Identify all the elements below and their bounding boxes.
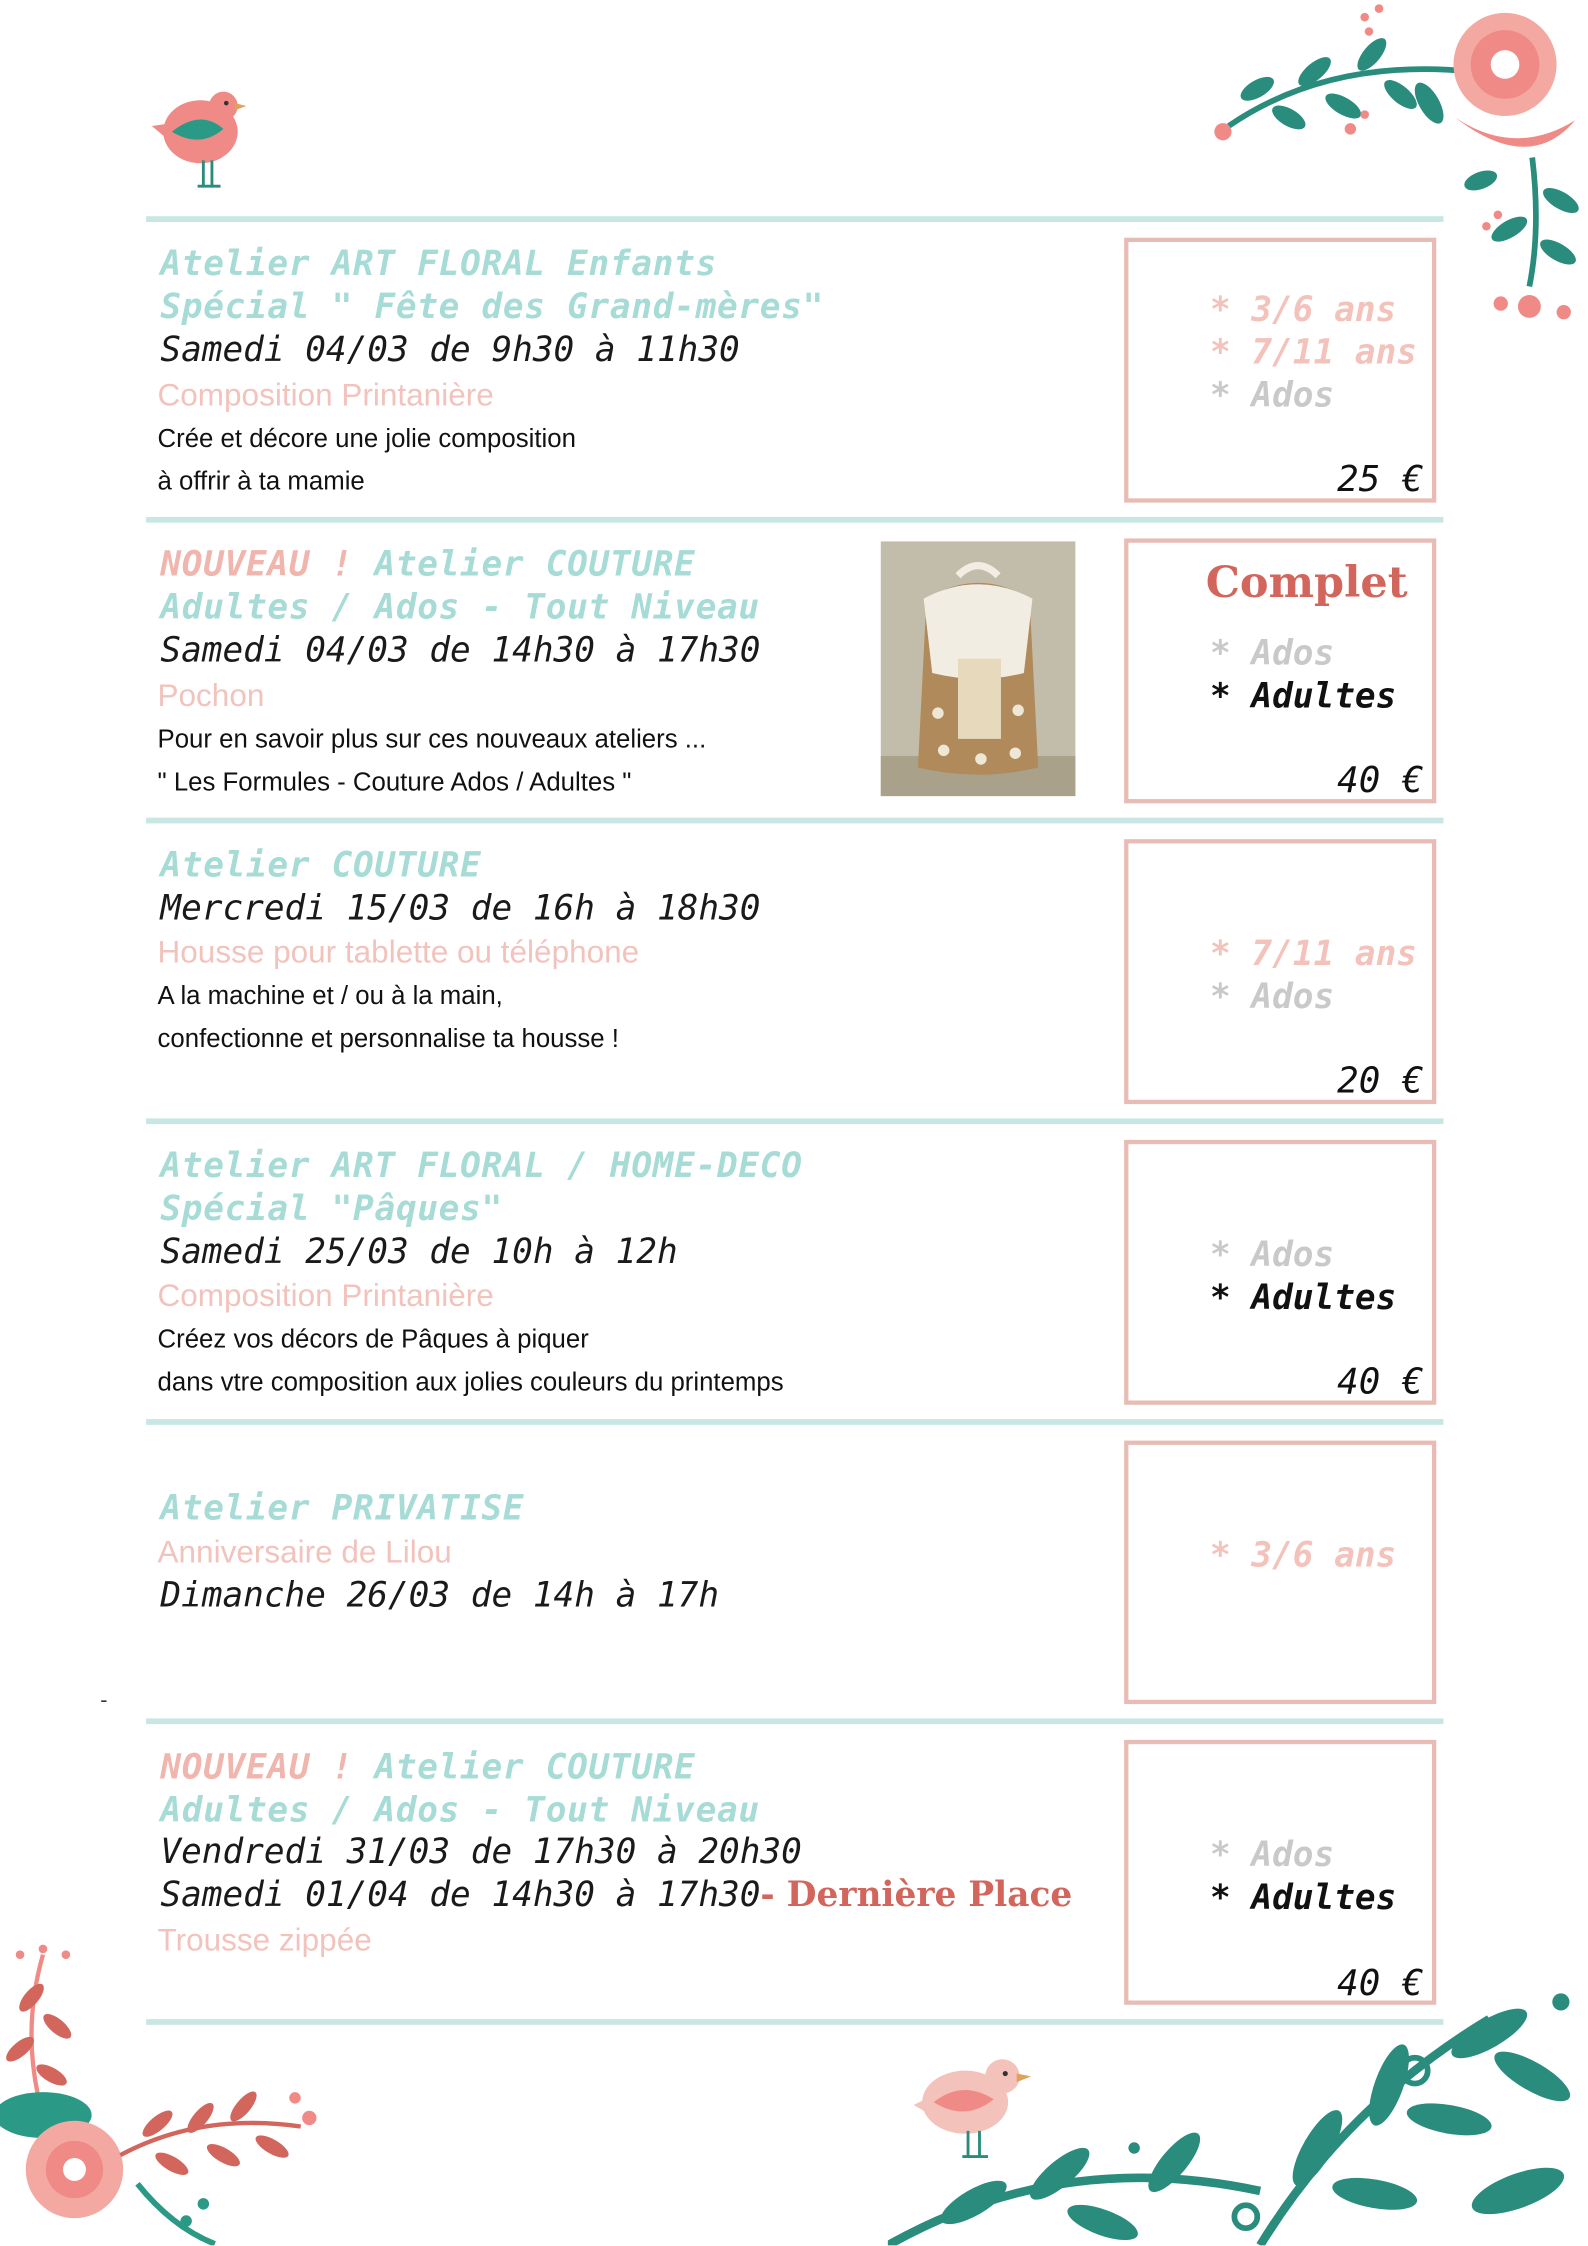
workshop-title [160, 543, 695, 586]
price: 40 € [1337, 1360, 1424, 1402]
workshop-description: " Les Formules - Couture Ados / Adultes " [157, 767, 632, 797]
workshop-subtitle: Housse pour tablette ou téléphone [157, 933, 640, 970]
age-price-box [1124, 839, 1436, 1104]
age-group: * 7/11 ans [1210, 933, 1417, 974]
workshop-description: A la machine et / ou à la main, [157, 980, 503, 1010]
workshop-title: Atelier PRIVATISE [160, 1487, 525, 1528]
bird-illustration-top [143, 83, 252, 195]
workshop-title: Spécial " Fête des Grand-mères" [160, 286, 825, 327]
divider [146, 1118, 1443, 1124]
floral-decoration-bottom-right [888, 1976, 1588, 2245]
workshop-subtitle: Composition Printanière [157, 376, 494, 413]
workshop-description: confectionne et personnalise ta housse ! [157, 1023, 619, 1053]
divider [146, 216, 1443, 222]
workshop-description: à offrir à ta mamie [157, 466, 365, 496]
workshop-date: Mercredi 15/03 de 16h à 18h30 [160, 887, 761, 928]
workshop-title: Adultes / Ados - Tout Niveau [160, 1790, 760, 1831]
workshop-date: Vendredi 31/03 de 17h30 à 20h30 [160, 1831, 802, 1872]
workshop-date: Samedi 04/03 de 14h30 à 17h30 [160, 630, 761, 671]
age-group: * Adultes [1210, 1877, 1397, 1918]
stray-mark: - [100, 1689, 108, 1713]
pouch-photo [881, 541, 1076, 796]
workshop-subtitle: Anniversaire de Lilou [157, 1533, 452, 1570]
floral-decoration-bottom-left [0, 1940, 344, 2245]
workshop-subtitle: Composition Printanière [157, 1277, 494, 1314]
divider [146, 517, 1443, 523]
workshop-subtitle: Trousse zippée [157, 1921, 372, 1958]
age-price-box [1124, 1441, 1436, 1704]
age-price-box [1124, 1740, 1436, 2005]
price: 40 € [1337, 758, 1424, 801]
age-group: * 3/6 ans [1210, 289, 1397, 330]
workshop-date-text: Samedi 01/04 de 14h30 à 17h30 [160, 1874, 761, 1915]
age-group: * Ados [1210, 632, 1335, 674]
age-group: * 3/6 ans [1210, 1535, 1397, 1576]
last-place-label: - Dernière Place [760, 1873, 1073, 1915]
price: 20 € [1337, 1059, 1424, 1102]
workshop-date: Dimanche 26/03 de 14h à 17h [160, 1575, 720, 1616]
age-group: * Adultes [1210, 1277, 1397, 1318]
new-label: NOUVEAU ! [160, 544, 375, 585]
age-group: * Adultes [1210, 675, 1397, 716]
workshop-date [160, 1873, 1072, 1916]
workshop-description: dans vtre composition aux jolies couleurs du printemps [157, 1367, 784, 1397]
divider [146, 1419, 1443, 1425]
new-label: NOUVEAU ! [160, 1747, 375, 1788]
age-price-box [1124, 1140, 1436, 1405]
age-group: * Ados [1210, 976, 1335, 1017]
workshop-title: Spécial "Pâques" [160, 1188, 503, 1229]
age-group: * 7/11 ans [1210, 332, 1417, 373]
price: 40 € [1337, 1961, 1424, 2004]
divider [146, 1718, 1443, 1724]
workshop-subtitle: Pochon [157, 677, 265, 714]
workshop-title [160, 1746, 695, 1789]
age-price-box [1124, 238, 1436, 503]
age-group: * Ados [1210, 1234, 1335, 1275]
workshop-date: Samedi 04/03 de 9h30 à 11h30 [160, 329, 740, 370]
age-group: * Ados [1210, 375, 1335, 416]
workshop-description: Créez vos décors de Pâques à piquer [157, 1324, 589, 1354]
price: 25 € [1337, 458, 1424, 500]
workshop-title-text: Atelier COUTURE [374, 544, 696, 585]
workshop-title: Atelier COUTURE [160, 844, 482, 885]
workshop-title: Atelier ART FLORAL Enfants [160, 243, 717, 284]
divider [146, 818, 1443, 824]
workshop-title: Atelier ART FLORAL / HOME-DECO [160, 1145, 803, 1186]
age-group: * Ados [1210, 1834, 1335, 1875]
workshop-date: Samedi 25/03 de 10h à 12h [160, 1231, 678, 1272]
workshop-title: Adultes / Ados - Tout Niveau [160, 587, 760, 628]
workshop-description: Crée et décore une jolie composition [157, 423, 576, 453]
status-complet: Complet [1205, 558, 1408, 609]
workshop-title-text: Atelier COUTURE [374, 1747, 696, 1788]
age-price-box [1124, 538, 1436, 803]
workshop-description: Pour en savoir plus sur ces nouveaux ateliers ... [157, 724, 707, 754]
